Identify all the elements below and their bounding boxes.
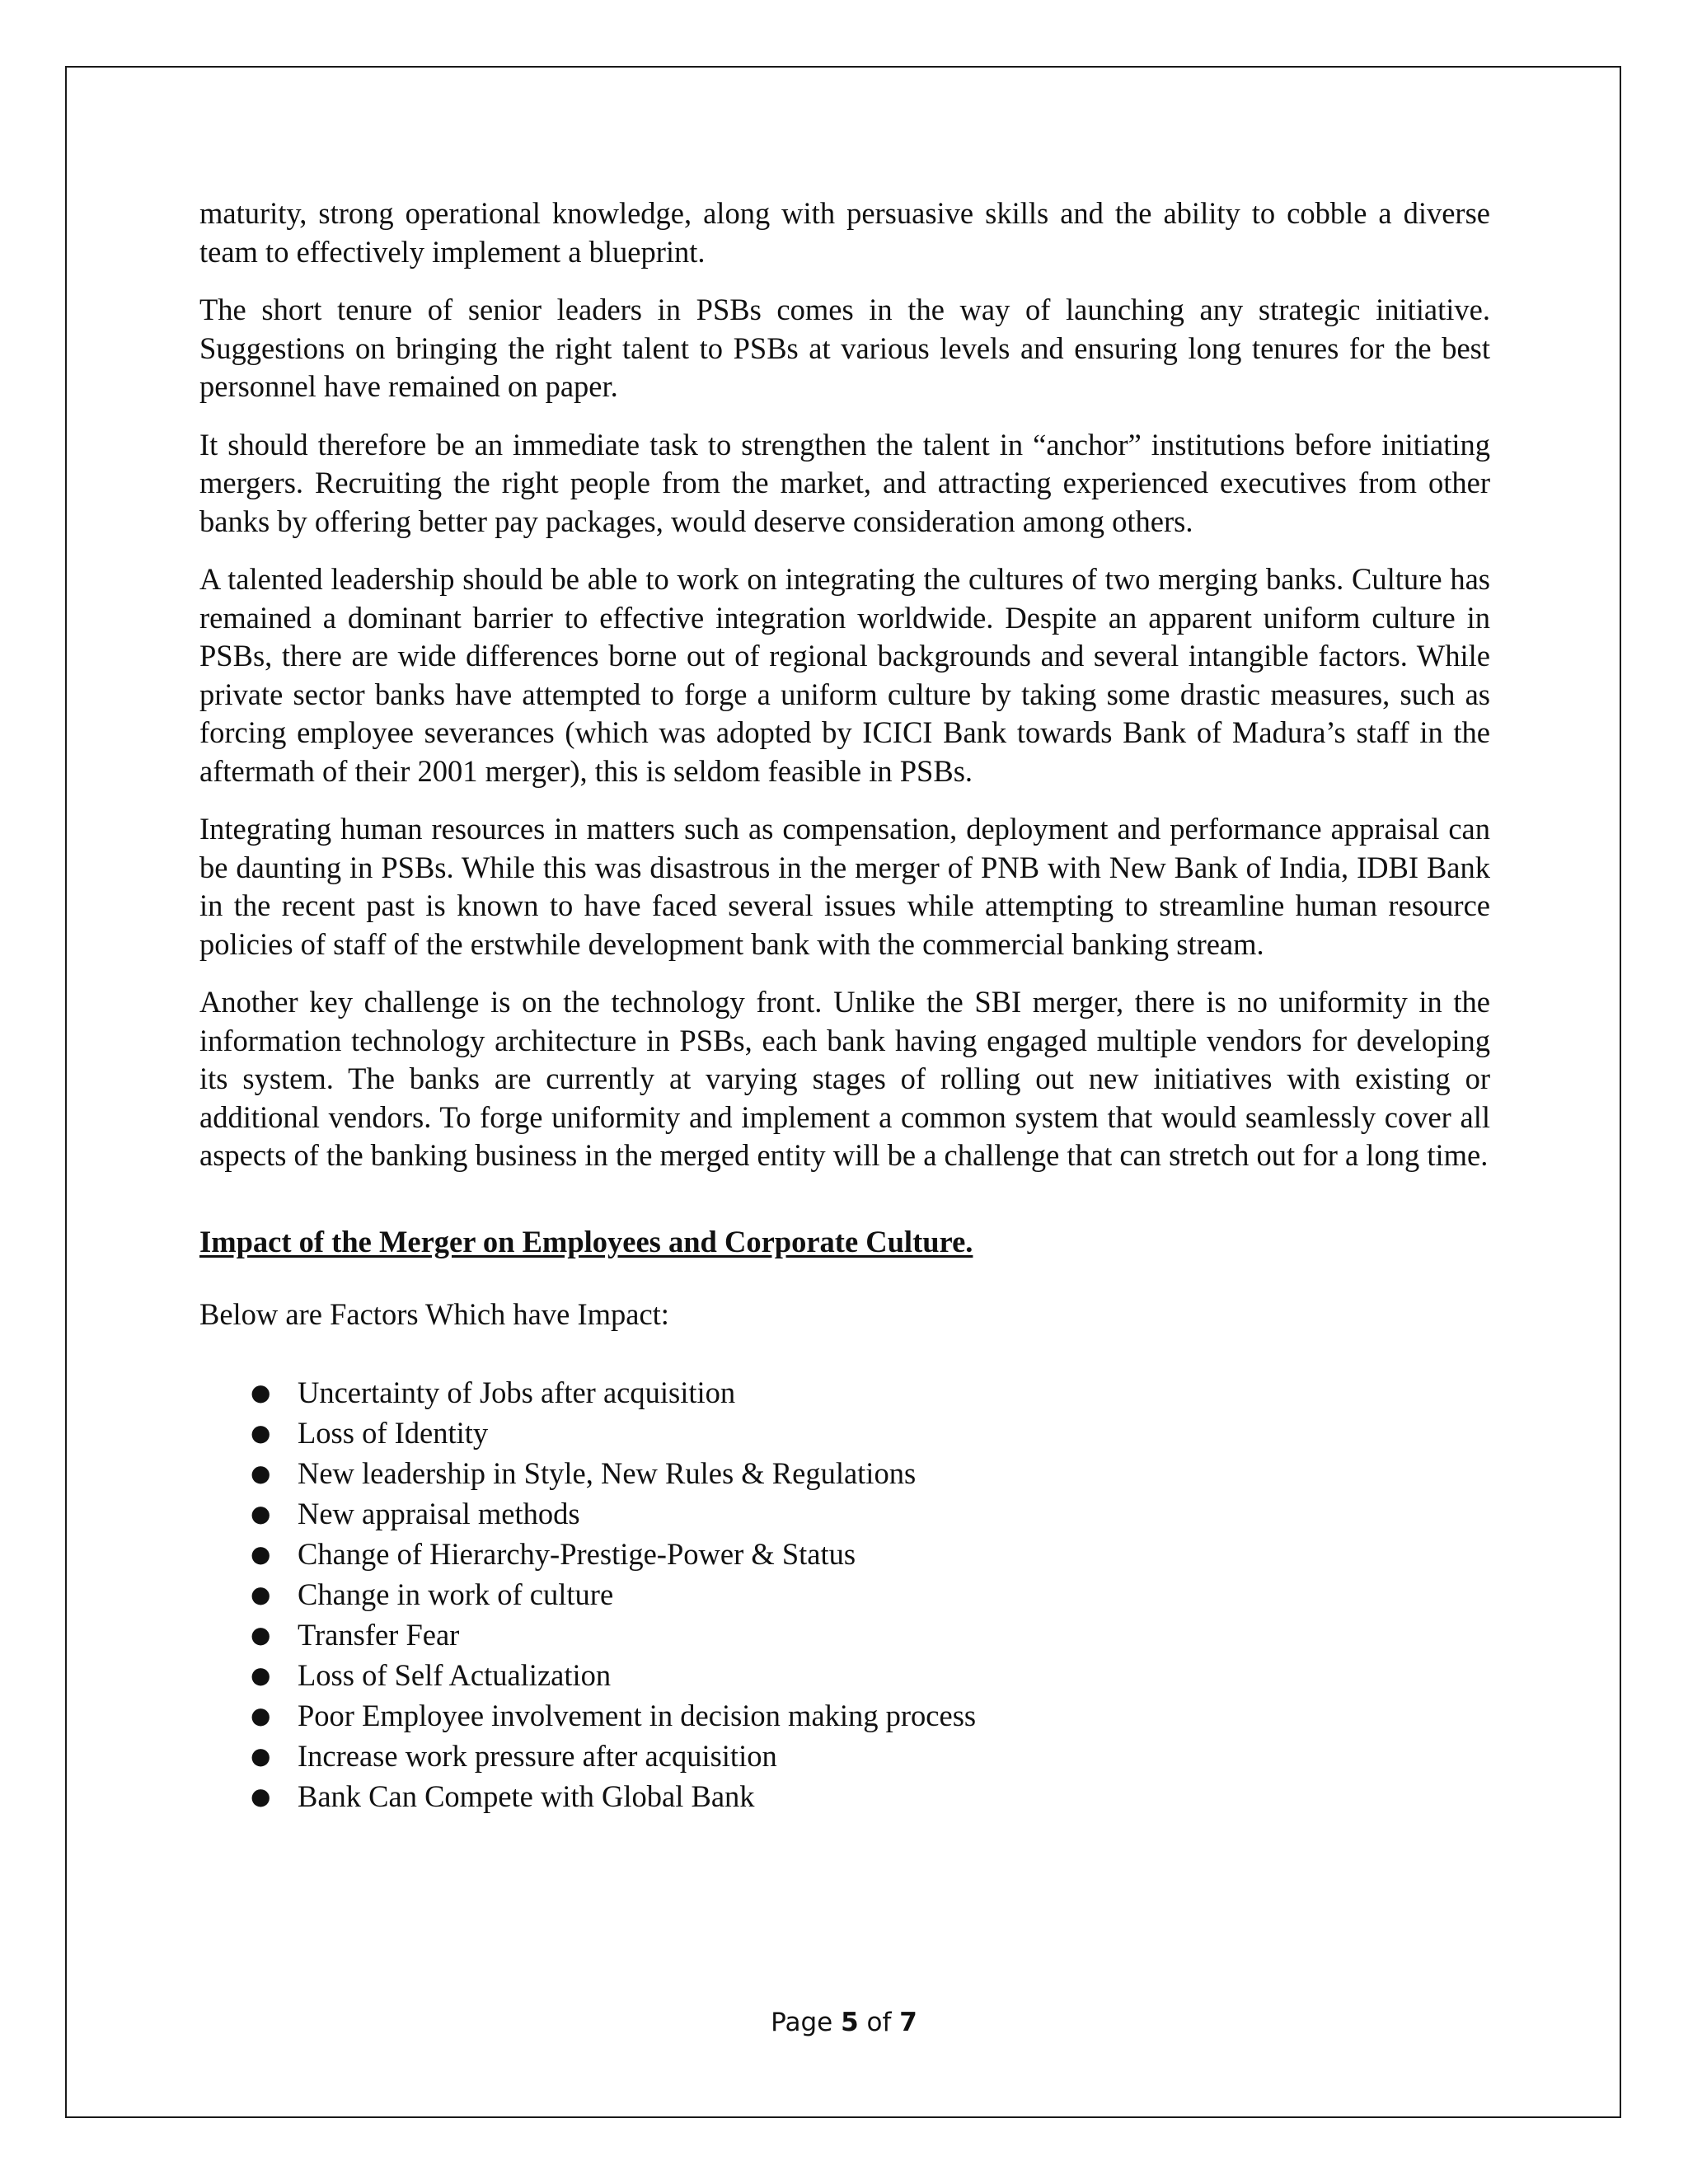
list-item-text: Change in work of culture bbox=[298, 1577, 614, 1611]
list-item-text: Bank Can Compete with Global Bank bbox=[298, 1779, 755, 1813]
list-item bbox=[199, 1776, 1490, 1816]
bullet-icon: ● bbox=[251, 1418, 271, 1446]
section-heading: Impact of the Merger on Employees and Corporate Culture. bbox=[199, 1224, 973, 1258]
page-footer bbox=[0, 2008, 1688, 2037]
total-pages-number: 7 bbox=[899, 2008, 917, 2037]
paragraph: It should therefore be an immediate task to strengthen the talent in “anchor” institutions before initiating mergers. Recruiting the right people from the market, and attracting experienced executives from other banks by offering better pay packages, would deserve consideration among others. bbox=[199, 427, 1490, 538]
list-item-text: Transfer Fear bbox=[298, 1617, 460, 1652]
list-item-text: New leadership in Style, New Rules & Regulations bbox=[298, 1455, 917, 1490]
bullet-icon: ● bbox=[251, 1782, 271, 1810]
bullet-icon: ● bbox=[251, 1540, 271, 1568]
paragraph: Another key challenge is on the technology front. Unlike the SBI merger, there is no uniformity in the information technology architecture in PSBs, each bank having engaged multiple vendors for developing its system. The banks are currently at varying stages of rolling out new initiatives with existing or additional vendors. To forge uniformity and implement a common system that would seamlessly cover all aspects of the banking business in the merged entity will be a challenge that can stretch out for a long time. bbox=[199, 985, 1490, 1172]
section-intro: Below are Factors Which have Impact: bbox=[199, 1297, 669, 1331]
of-word: of bbox=[866, 2008, 892, 2037]
paragraph: maturity, strong operational knowledge, along with persuasive skills and the ability to cobble a diverse team to effectively implement a blueprint. bbox=[199, 196, 1490, 269]
list-item bbox=[199, 1695, 1490, 1736]
list-item-text: Loss of Identity bbox=[298, 1415, 489, 1450]
page-word: Page bbox=[771, 2008, 833, 2037]
list-item bbox=[199, 1574, 1490, 1615]
list-item bbox=[199, 1372, 1490, 1413]
bullet-icon: ● bbox=[251, 1499, 271, 1527]
list-item-text: Poor Employee involvement in decision making process bbox=[298, 1698, 977, 1732]
bullet-icon: ● bbox=[251, 1701, 271, 1729]
list-item bbox=[199, 1615, 1490, 1655]
list-item bbox=[199, 1493, 1490, 1534]
list-item-text: Loss of Self Actualization bbox=[298, 1657, 612, 1692]
bullet-icon: ● bbox=[251, 1580, 271, 1608]
bullet-icon: ● bbox=[251, 1378, 271, 1406]
document-body bbox=[199, 194, 1490, 1816]
paragraph: The short tenure of senior leaders in PSBs comes in the way of launching any strategic initiative. Suggestions on bringing the right talent to PSBs at various levels and ensuring long tenures for the best personnel have remained on paper. bbox=[199, 293, 1490, 403]
list-item-text: Change of Hierarchy-Prestige-Power & Status bbox=[298, 1536, 856, 1571]
bullet-icon: ● bbox=[251, 1741, 271, 1769]
list-item bbox=[199, 1453, 1490, 1493]
paragraph: A talented leadership should be able to work on integrating the cultures of two merging banks. Culture has remained a dominant barrier to effective integration worldwide. Despite an apparent uniform culture in PSBs, there are wide differences borne out of regional backgrounds and several intangible factors. While private sector banks have attempted to forge a uniform culture by taking some drastic measures, such as forcing employee severances (which was adopted by ICICI Bank towards Bank of Madura’s staff in the aftermath of their 2001 merger), this is seldom feasible in PSBs. bbox=[199, 562, 1490, 788]
bullet-icon: ● bbox=[251, 1459, 271, 1487]
paragraph: Integrating human resources in matters such as compensation, deployment and performance appraisal can be daunting in PSBs. While this was disastrous in the merger of PNB with New Bank of India, IDBI Bank in the recent past is known to have faced several issues while attempting to streamline human resource policies of staff of the erstwhile development bank with the commercial banking stream. bbox=[199, 812, 1490, 961]
list-item bbox=[199, 1655, 1490, 1695]
current-page-number: 5 bbox=[841, 2008, 859, 2037]
list-item-text: New appraisal methods bbox=[298, 1496, 580, 1530]
list-item bbox=[199, 1534, 1490, 1574]
list-item-text: Uncertainty of Jobs after acquisition bbox=[298, 1375, 736, 1409]
factors-list bbox=[199, 1372, 1490, 1816]
bullet-icon: ● bbox=[251, 1620, 271, 1648]
list-item-text: Increase work pressure after acquisition bbox=[298, 1738, 777, 1773]
bullet-icon: ● bbox=[251, 1661, 271, 1689]
list-item bbox=[199, 1413, 1490, 1453]
list-item bbox=[199, 1736, 1490, 1776]
